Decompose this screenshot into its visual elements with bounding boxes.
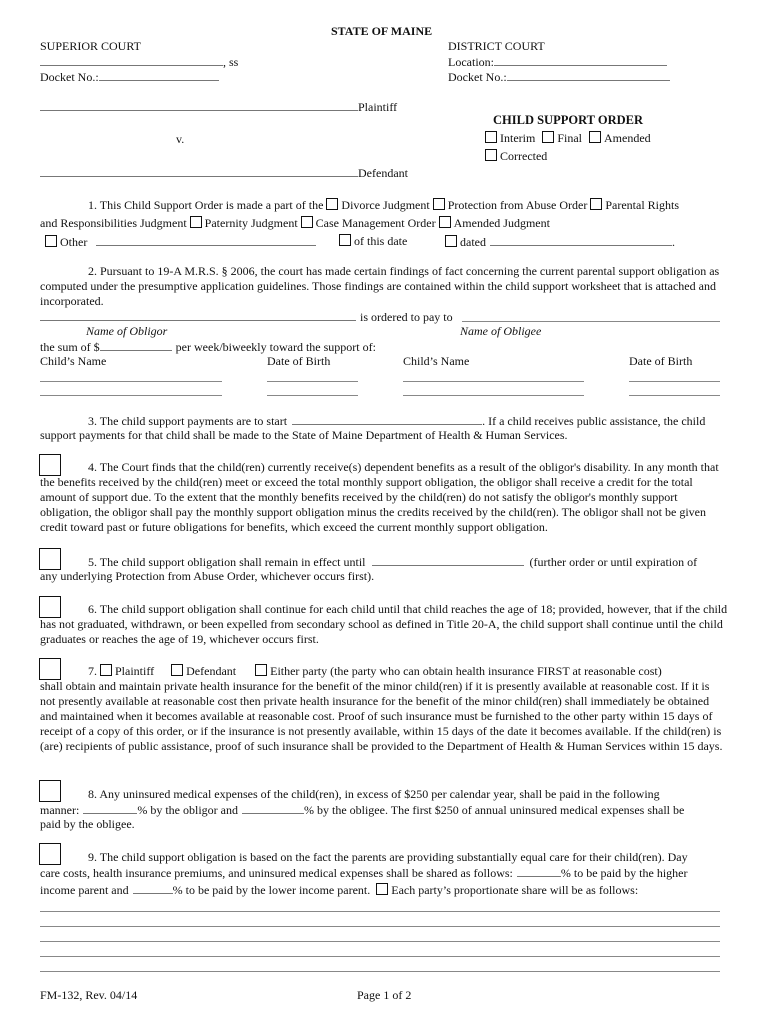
p7-defendant-label: Defendant — [186, 664, 237, 678]
of-this-date-label: of this date — [354, 234, 408, 248]
p1-line1 — [88, 198, 679, 212]
county-line[interactable] — [40, 54, 238, 69]
p9-line3c: Each party’s proportionate share will be as follows: — [391, 883, 639, 897]
p8-line2 — [40, 802, 684, 817]
p7-checkbox[interactable] — [39, 658, 61, 680]
dob-header-1: Date of Birth — [267, 354, 331, 368]
childs-name-header-2: Child’s Name — [403, 354, 470, 368]
p7-plaintiff-label: Plaintiff — [115, 664, 155, 678]
location-field[interactable] — [494, 54, 667, 66]
docket-left-field[interactable] — [99, 69, 219, 81]
p3-tail: . If a child receives public assistance, the child — [482, 414, 706, 428]
child-name-field[interactable] — [40, 395, 222, 396]
p7-text: shall obtain and maintain private health insurance for the benefit of the minor child(ren) if it is presently available at reasonable cost. If it is not presently available at reasonable cost then private health insurance for the benefit of the minor child(ren) shall immediately be obtained and maintained when it becomes available at reasonable cost. Proof of such insurance must be furnished to the other party within 15 days of receipt of a copy of this order, or if the insurance is not presently available, within 15 days of the date it becomes available. If the child(ren) is (are) recipients of public assistance, proof of such insurance shall be provided to the Department of Health & Human Services within 15 days. — [40, 679, 723, 753]
amended-judgment-checkbox[interactable] — [439, 216, 451, 228]
share-line[interactable] — [40, 971, 720, 972]
share-line[interactable] — [40, 956, 720, 957]
p7-either-label: Either party (the party who can obtain health insurance FIRST at reasonable cost) — [270, 664, 662, 678]
p8-line1: 8. Any uninsured medical expenses of the child(ren), in excess of $250 per calendar year, shall be paid in the following — [88, 787, 660, 801]
p5-checkbox[interactable] — [39, 548, 61, 570]
amended-checkbox[interactable] — [589, 131, 601, 143]
p8-manner: manner: — [40, 803, 80, 817]
dated-row — [445, 234, 675, 249]
plaintiff-row — [40, 99, 397, 114]
p3-lead: 3. The child support payments are to start — [88, 414, 288, 428]
dated-period: . — [672, 235, 675, 249]
higher-income-percent-field[interactable] — [517, 865, 561, 877]
docket-left-row — [40, 69, 219, 84]
parental-rights-checkbox[interactable] — [590, 198, 602, 210]
start-date-field[interactable] — [292, 413, 482, 425]
child-dob-field[interactable] — [267, 381, 358, 382]
obligor-row — [40, 309, 453, 324]
sum-field[interactable] — [100, 339, 172, 351]
p9-line3a: income parent and — [40, 883, 129, 897]
amended-judgment-label: Amended Judgment — [453, 216, 550, 230]
docket-right-label: Docket No.: — [448, 70, 507, 84]
child-dob-field[interactable] — [629, 395, 720, 396]
dob-header-2: Date of Birth — [629, 354, 693, 368]
lower-income-percent-field[interactable] — [133, 882, 173, 894]
defendant-row — [40, 165, 408, 180]
paternity-label: Paternity Judgment — [204, 216, 298, 230]
district-court-label: DISTRICT COURT — [448, 39, 545, 53]
of-this-date-checkbox[interactable] — [339, 234, 351, 246]
child-dob-field[interactable] — [267, 395, 358, 396]
p8-obligor: % by the obligor and — [137, 803, 238, 817]
other-checkbox[interactable] — [45, 235, 57, 247]
interim-label: Interim — [500, 131, 536, 145]
p7-line1 — [88, 664, 662, 678]
corrected-label: Corrected — [500, 149, 548, 163]
obligor-caption: Name of Obligor — [86, 324, 168, 338]
obligee-field[interactable] — [462, 321, 720, 322]
child-name-field[interactable] — [403, 381, 584, 382]
state-title: STATE OF MAINE — [331, 24, 433, 38]
final-label: Final — [557, 131, 582, 145]
obligee-caption: Name of Obligee — [460, 324, 542, 338]
of-this-date-row — [339, 234, 407, 248]
p6-text: 6. The child support obligation shall continue for each child until that child reaches the age of 18; provided, however, that if the child has not graduated, withdrawn, or been expelled from secondary school as defined in Title 20-A, the child support shall continue until the child graduates or reaches the age of 19, whichever occurs first. — [40, 602, 728, 646]
divorce-checkbox[interactable] — [326, 198, 338, 210]
form-number: FM-132, Rev. 04/14 — [40, 988, 138, 1002]
location-label: Location: — [448, 55, 494, 69]
p7-plaintiff-checkbox[interactable] — [100, 664, 112, 676]
ss-label: , ss — [223, 55, 239, 69]
and-responsibilities-label: and Responsibilities Judgment — [40, 216, 187, 230]
dated-checkbox[interactable] — [445, 235, 457, 247]
p1-line3 — [45, 234, 316, 249]
p9-line1: 9. The child support obligation is based on the fact the parents are providing substantially equal care for their child(ren). Day — [88, 850, 688, 864]
child-name-field[interactable] — [403, 395, 584, 396]
p5-tail: (further order or until expiration of — [529, 555, 698, 569]
child-name-field[interactable] — [40, 381, 222, 382]
p9-line3b: % to be paid by the lower income parent. — [172, 883, 371, 897]
paternity-checkbox[interactable] — [190, 216, 202, 228]
p7-either-checkbox[interactable] — [255, 664, 267, 676]
docket-right-row — [448, 69, 670, 84]
child-dob-field[interactable] — [629, 381, 720, 382]
p9-line3 — [40, 882, 638, 897]
defendant-label: Defendant — [358, 166, 408, 180]
dated-label: dated — [460, 235, 486, 249]
p9-line2b: % to be paid by the higher — [560, 866, 688, 880]
sum-row — [40, 339, 376, 354]
sum-tail: per week/biweekly toward the support of: — [175, 340, 376, 354]
share-line[interactable] — [40, 941, 720, 942]
proportionate-share-checkbox[interactable] — [376, 883, 388, 895]
p5-line2: any underlying Protection from Abuse Order, whichever occurs first). — [40, 569, 375, 583]
p8-obligee: % by the obligee. The first $250 of annual uninsured medical expenses shall be — [303, 803, 685, 817]
pfa-label: Protection from Abuse Order — [447, 198, 588, 212]
page-number: Page 1 of 2 — [357, 988, 412, 1002]
plaintiff-field[interactable] — [40, 99, 358, 111]
final-checkbox[interactable] — [542, 131, 554, 143]
amended-label: Amended — [604, 131, 651, 145]
p7-num: 7. — [88, 664, 97, 678]
p3-line1 — [88, 413, 705, 428]
corrected-row — [485, 149, 547, 163]
p7-defendant-checkbox[interactable] — [171, 664, 183, 676]
pfa-checkbox[interactable] — [433, 198, 445, 210]
share-line[interactable] — [40, 911, 720, 912]
childs-name-header-1: Child’s Name — [40, 354, 107, 368]
p5-lead: 5. The child support obligation shall remain in effect until — [88, 555, 366, 569]
other-field[interactable] — [96, 234, 316, 246]
dated-field[interactable] — [490, 234, 672, 246]
case-management-label: Case Management Order — [315, 216, 436, 230]
defendant-field[interactable] — [40, 165, 358, 177]
p1-lead: 1. This Child Support Order is made a part of the — [88, 198, 324, 212]
p9-line2 — [40, 865, 688, 880]
p9-checkbox[interactable] — [39, 843, 61, 865]
p2-text: 2. Pursuant to 19-A M.R.S. § 2006, the court has made certain findings of fact concerning the current parental support obligation as computed under the presumptive application guidelines. Those findings are contained within the child support worksheet that is attached and incorporated. — [40, 264, 720, 308]
divorce-label: Divorce Judgment — [341, 198, 430, 212]
order-title: CHILD SUPPORT ORDER — [493, 113, 644, 127]
ordered-to-pay-label: is ordered to pay to — [360, 310, 453, 324]
order-type-row — [485, 131, 651, 145]
superior-court-label: SUPERIOR COURT — [40, 39, 141, 53]
p5-line1 — [88, 554, 697, 569]
docket-right-field[interactable] — [507, 69, 670, 81]
interim-checkbox[interactable] — [485, 131, 497, 143]
plaintiff-label: Plaintiff — [358, 100, 398, 114]
case-management-checkbox[interactable] — [301, 216, 313, 228]
location-row — [448, 54, 667, 69]
p8-line3: paid by the obligee. — [40, 817, 135, 831]
p1-line2 — [40, 216, 550, 230]
sum-lead: the sum of $ — [40, 340, 100, 354]
corrected-checkbox[interactable] — [485, 149, 497, 161]
docket-left-label: Docket No.: — [40, 70, 99, 84]
share-line[interactable] — [40, 926, 720, 927]
obligor-percent-field[interactable] — [83, 802, 137, 814]
p5-until-field[interactable] — [372, 554, 524, 566]
other-label: Other — [60, 235, 88, 249]
p9-line2a: care costs, health insurance premiums, and uninsured medical expenses shall be shared as follows: — [40, 866, 513, 880]
obligee-percent-field[interactable] — [242, 802, 304, 814]
versus-label: v. — [176, 132, 185, 146]
p4-text: 4. The Court finds that the child(ren) currently receive(s) dependent benefits as a result of the obligor's disability. In any month that the benefits received by the child(ren) meet or exceed the total monthly support obligation, the obligor shall receive a credit for the total amount of support due. To the extent that the monthly benefits received by the child(ren) do not satisfy the obligor's monthly support obligation, the obligor shall pay the monthly support obligation minus the credits received by the child(ren). The obligor shall not be given credit toward past or future obligations for benefits, which exceed the current monthly support obligation. — [40, 460, 719, 534]
obligor-field[interactable] — [40, 309, 356, 321]
p3-line2: support payments for that child shall be made to the State of Maine Department of Health & Human Services. — [40, 428, 568, 442]
p8-checkbox[interactable] — [39, 780, 61, 802]
parental-rights-label: Parental Rights — [605, 198, 680, 212]
